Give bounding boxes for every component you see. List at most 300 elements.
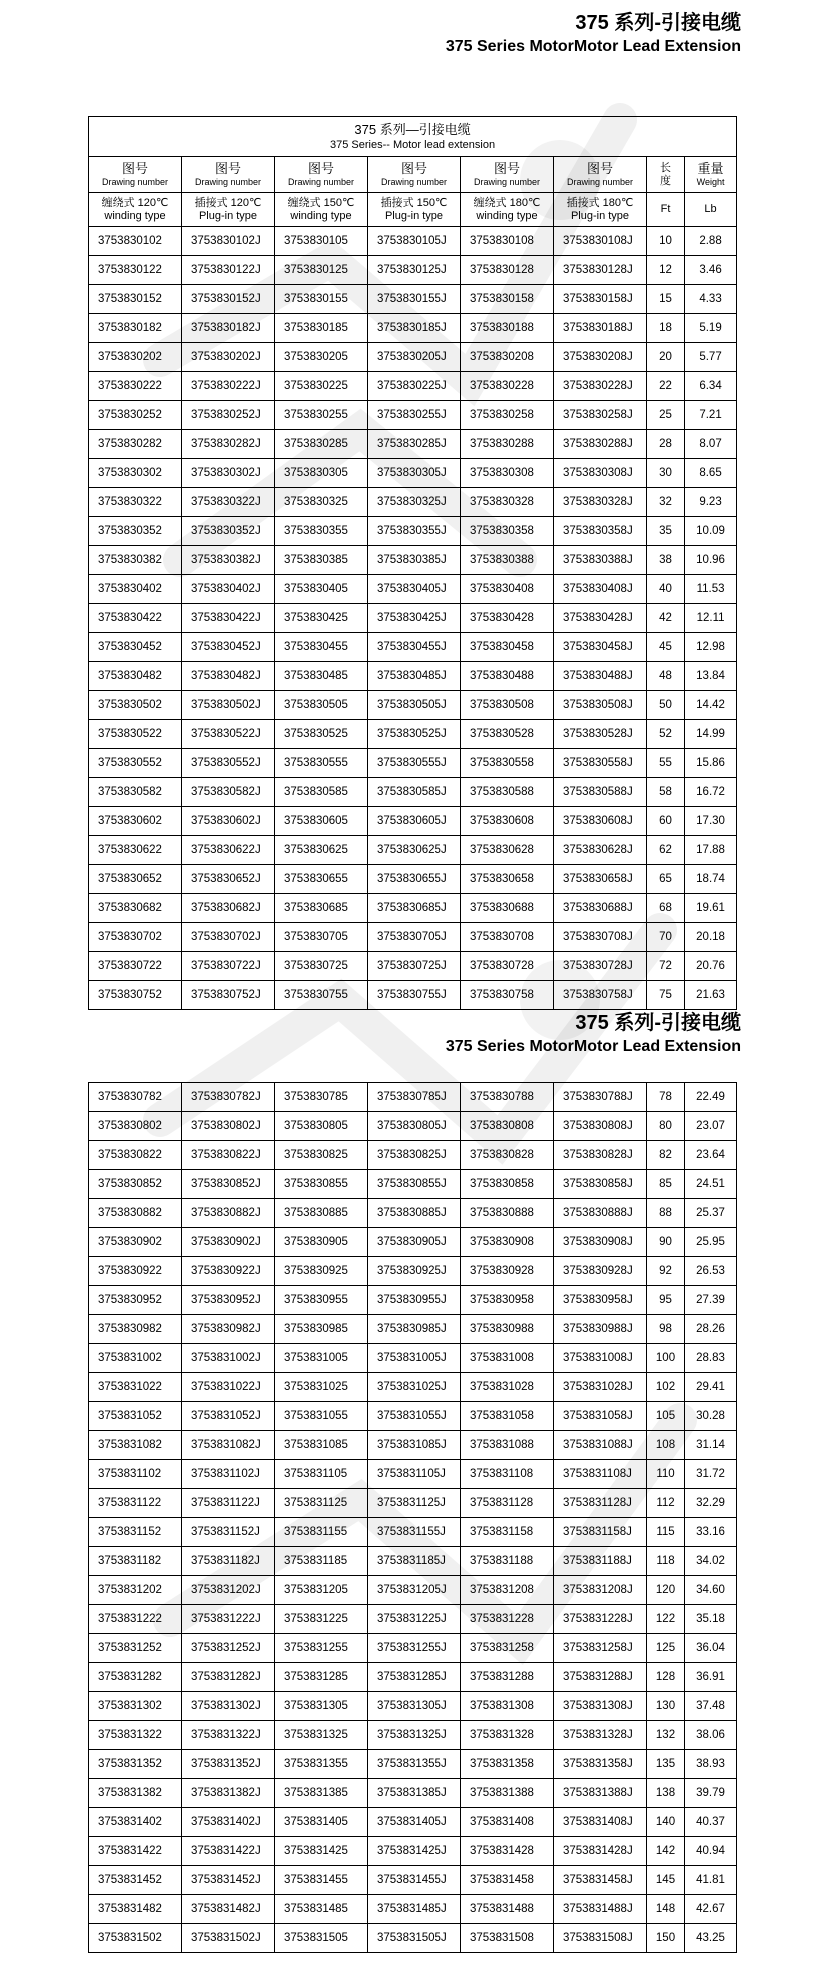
table-cell: 3753830255 <box>275 401 368 430</box>
table-row <box>89 1692 737 1721</box>
table-cell: 125 <box>647 1634 685 1663</box>
table-cell: 3753831155 <box>275 1518 368 1547</box>
table-cell: 142 <box>647 1837 685 1866</box>
table-cell: 15.86 <box>685 749 737 778</box>
table-cell: 3753830258 <box>461 401 554 430</box>
table-cell: 3753830688J <box>554 894 647 923</box>
table-cell: 3753830202J <box>182 343 275 372</box>
table-cell: 28 <box>647 430 685 459</box>
table-cell: 3753830925J <box>368 1257 461 1286</box>
table-cell: 3753830528J <box>554 720 647 749</box>
table-cell: 3753830302J <box>182 459 275 488</box>
table-cell: 3753830182J <box>182 314 275 343</box>
table-cell: 3753831322 <box>89 1721 182 1750</box>
table-cell: 3753830285 <box>275 430 368 459</box>
table-cell: 3753830585J <box>368 778 461 807</box>
table-cell: 3753830825 <box>275 1141 368 1170</box>
table-cell: 3753831128 <box>461 1489 554 1518</box>
table-cell: 3753830828 <box>461 1141 554 1170</box>
table-cell: 12.11 <box>685 604 737 633</box>
table-cell: 3753831202J <box>182 1576 275 1605</box>
table-cell: 88 <box>647 1199 685 1228</box>
table-cell: 32.29 <box>685 1489 737 1518</box>
table-cell: 3753830608J <box>554 807 647 836</box>
table-row <box>89 662 737 691</box>
table-cell: 3753830525 <box>275 720 368 749</box>
table-cell: 3753831228J <box>554 1605 647 1634</box>
table-cell: 30.28 <box>685 1402 737 1431</box>
table-cell: 3753831202 <box>89 1576 182 1605</box>
table-cell: 148 <box>647 1895 685 1924</box>
table-row <box>89 1315 737 1344</box>
table-cell: 38.06 <box>685 1721 737 1750</box>
table-cell: 140 <box>647 1808 685 1837</box>
type-cell: 插接式 180℃ Plug-in type <box>554 193 647 227</box>
table-cell: 3753830502J <box>182 691 275 720</box>
table-row <box>89 227 737 256</box>
table-cell: 3753831122 <box>89 1489 182 1518</box>
table-cell: 3753830922J <box>182 1257 275 1286</box>
table-cell: 3753830788J <box>554 1083 647 1112</box>
table-cell: 3753831055J <box>368 1402 461 1431</box>
table-cell: 3753830452 <box>89 633 182 662</box>
table-cell: 3753831305J <box>368 1692 461 1721</box>
table-cell: 3753830882J <box>182 1199 275 1228</box>
table-cell: 3753830282 <box>89 430 182 459</box>
table-cell: 3753830828J <box>554 1141 647 1170</box>
table-cell: 10.96 <box>685 546 737 575</box>
table-cell: 22.49 <box>685 1083 737 1112</box>
table-cell: 3753830982 <box>89 1315 182 1344</box>
table-row <box>89 1576 737 1605</box>
table-cell: 128 <box>647 1663 685 1692</box>
type-cell: 插接式 150℃ Plug-in type <box>368 193 461 227</box>
table-cell: 3753831382 <box>89 1779 182 1808</box>
table-cell: 3753830488 <box>461 662 554 691</box>
table-cell: 3753830152J <box>182 285 275 314</box>
table-cell: 3753830725 <box>275 952 368 981</box>
header-cell: 图号 Drawing number <box>554 157 647 193</box>
table-cell: 5.19 <box>685 314 737 343</box>
table-cell: 3753831382J <box>182 1779 275 1808</box>
table-cell: 3753830988J <box>554 1315 647 1344</box>
header-cell-length: 长度 <box>647 157 685 193</box>
table-cell: 3753831482 <box>89 1895 182 1924</box>
table-row <box>89 1489 737 1518</box>
table-cell: 3753830158J <box>554 285 647 314</box>
page-title-repeat: 375 系列-引接电缆 <box>575 1012 741 1034</box>
table-cell: 3753830782J <box>182 1083 275 1112</box>
spec-table-part2 <box>88 1082 737 1953</box>
table-cell: 3753830422J <box>182 604 275 633</box>
table-cell: 45 <box>647 633 685 662</box>
table-row <box>89 1866 737 1895</box>
table-cell: 3753831255J <box>368 1634 461 1663</box>
table-cell: 3753830602 <box>89 807 182 836</box>
table-cell: 58 <box>647 778 685 807</box>
table-cell: 3753830505 <box>275 691 368 720</box>
table-cell: 3753831402 <box>89 1808 182 1837</box>
table-cell: 3753830455 <box>275 633 368 662</box>
table-cell: 3753830528 <box>461 720 554 749</box>
header-cell: 图号 Drawing number <box>275 157 368 193</box>
table-cell: 3753830582 <box>89 778 182 807</box>
table-row <box>89 1518 737 1547</box>
table-cell: 3753830882 <box>89 1199 182 1228</box>
table-cell: 98 <box>647 1315 685 1344</box>
table-cell: 3753831052J <box>182 1402 275 1431</box>
table-cell: 3753831002 <box>89 1344 182 1373</box>
table-cell: 3753830985J <box>368 1315 461 1344</box>
table-cell: 80 <box>647 1112 685 1141</box>
table-cell: 3753830555 <box>275 749 368 778</box>
table-cell: 90 <box>647 1228 685 1257</box>
table-row <box>89 459 737 488</box>
table-row <box>89 430 737 459</box>
table-cell: 3753831452 <box>89 1866 182 1895</box>
table-row <box>89 749 737 778</box>
table-cell: 3753830685 <box>275 894 368 923</box>
table-cell: 60 <box>647 807 685 836</box>
table-cell: 3753831302 <box>89 1692 182 1721</box>
table-row <box>89 1605 737 1634</box>
table-subheader-row <box>89 193 737 227</box>
table-cell: 3753831208 <box>461 1576 554 1605</box>
table-cell: 3753830802 <box>89 1112 182 1141</box>
table-cell: 3753830402 <box>89 575 182 604</box>
unit-cell-lb: Lb <box>685 193 737 227</box>
table-cell: 3753830982J <box>182 1315 275 1344</box>
type-cell: 缠绕式 180℃ winding type <box>461 193 554 227</box>
table-cell: 3753831328J <box>554 1721 647 1750</box>
table-cell: 3753830788 <box>461 1083 554 1112</box>
header-cell: 图号 Drawing number <box>182 157 275 193</box>
table-cell: 3753831205 <box>275 1576 368 1605</box>
table-cell: 3753830958J <box>554 1286 647 1315</box>
table-cell: 29.41 <box>685 1373 737 1402</box>
table-cell: 40.94 <box>685 1837 737 1866</box>
table-cell: 3753831408 <box>461 1808 554 1837</box>
table-cell: 3753830408 <box>461 575 554 604</box>
table-cell: 18.74 <box>685 865 737 894</box>
table-row <box>89 604 737 633</box>
table-cell: 22 <box>647 372 685 401</box>
table-cell: 3753831208J <box>554 1576 647 1605</box>
table-cell: 3753830622J <box>182 836 275 865</box>
table-cell: 3753830808 <box>461 1112 554 1141</box>
table-cell: 3753831158J <box>554 1518 647 1547</box>
table-cell: 3753831105 <box>275 1460 368 1489</box>
table-cell: 3753830252 <box>89 401 182 430</box>
table-cell: 3753831325 <box>275 1721 368 1750</box>
table-cell: 3753830758 <box>461 981 554 1010</box>
table-row <box>89 1547 737 1576</box>
table-cell: 108 <box>647 1431 685 1460</box>
table-cell: 102 <box>647 1373 685 1402</box>
table-cell: 95 <box>647 1286 685 1315</box>
table-cell: 3753830582J <box>182 778 275 807</box>
table-cell: 3753831502J <box>182 1924 275 1953</box>
table-cell: 3753830522J <box>182 720 275 749</box>
table-cell: 16.72 <box>685 778 737 807</box>
table-cell: 35 <box>647 517 685 546</box>
table-cell: 3753831252J <box>182 1634 275 1663</box>
table-cell: 3753830585 <box>275 778 368 807</box>
table-cell: 3753830308J <box>554 459 647 488</box>
table-cell: 3753830705 <box>275 923 368 952</box>
table-cell: 3753830652 <box>89 865 182 894</box>
table-cell: 31.72 <box>685 1460 737 1489</box>
table-cell: 3753830655 <box>275 865 368 894</box>
table-cell: 3753830252J <box>182 401 275 430</box>
table-cell: 3753831085J <box>368 1431 461 1460</box>
table-cell: 3753831305 <box>275 1692 368 1721</box>
table-cell: 3753830208 <box>461 343 554 372</box>
table-cell: 132 <box>647 1721 685 1750</box>
table-cell: 32 <box>647 488 685 517</box>
table-row <box>89 401 737 430</box>
table-cell: 3753830555J <box>368 749 461 778</box>
table-cell: 14.42 <box>685 691 737 720</box>
table-cell: 3753830552 <box>89 749 182 778</box>
table-cell: 30 <box>647 459 685 488</box>
table-cell: 3753831405 <box>275 1808 368 1837</box>
table-cell: 3753831455 <box>275 1866 368 1895</box>
table-cell: 3753830725J <box>368 952 461 981</box>
table-cell: 3753831008J <box>554 1344 647 1373</box>
table-cell: 3753831502 <box>89 1924 182 1953</box>
table-row <box>89 1286 737 1315</box>
table-cell: 3753831422J <box>182 1837 275 1866</box>
table-row <box>89 1808 737 1837</box>
table-cell: 12 <box>647 256 685 285</box>
table-cell: 3753831402J <box>182 1808 275 1837</box>
table-cell: 12.98 <box>685 633 737 662</box>
table-cell: 3753831182 <box>89 1547 182 1576</box>
table-cell: 3753830922 <box>89 1257 182 1286</box>
table-cell: 72 <box>647 952 685 981</box>
table-cell: 3753830455J <box>368 633 461 662</box>
table-cell: 3753830558 <box>461 749 554 778</box>
table-row <box>89 314 737 343</box>
table-cell: 3753831405J <box>368 1808 461 1837</box>
table-cell: 3753830728 <box>461 952 554 981</box>
table-cell: 3753830258J <box>554 401 647 430</box>
table-cell: 3753830382J <box>182 546 275 575</box>
type-cell: 插接式 120℃ Plug-in type <box>182 193 275 227</box>
table-cell: 3753830925 <box>275 1257 368 1286</box>
table-cell: 3753830425J <box>368 604 461 633</box>
table-cell: 3753831182J <box>182 1547 275 1576</box>
table-cell: 3753831005 <box>275 1344 368 1373</box>
table-row <box>89 1083 737 1112</box>
table-cell: 8.65 <box>685 459 737 488</box>
table-cell: 3753830105 <box>275 227 368 256</box>
table-cell: 42 <box>647 604 685 633</box>
table-cell: 3753831388 <box>461 1779 554 1808</box>
table-cell: 3753831508J <box>554 1924 647 1953</box>
table-cell: 3753830485J <box>368 662 461 691</box>
table-cell: 3753831355 <box>275 1750 368 1779</box>
table-cell: 150 <box>647 1924 685 1953</box>
table-cell: 3753831258 <box>461 1634 554 1663</box>
table-cell: 3753831058J <box>554 1402 647 1431</box>
table-cell: 3753830702 <box>89 923 182 952</box>
table-cell: 3753830885 <box>275 1199 368 1228</box>
table-cell: 3753830385J <box>368 546 461 575</box>
table-cell: 3753831205J <box>368 1576 461 1605</box>
table-cell: 3753831022J <box>182 1373 275 1402</box>
table-cell: 3753830985 <box>275 1315 368 1344</box>
table-cell: 3753831058 <box>461 1402 554 1431</box>
table-cell: 3753830355J <box>368 517 461 546</box>
table-cell: 3753831008 <box>461 1344 554 1373</box>
table-cell: 3753830428 <box>461 604 554 633</box>
table-cell: 3753830185J <box>368 314 461 343</box>
table-cell: 24.51 <box>685 1170 737 1199</box>
table-cell: 14.99 <box>685 720 737 749</box>
table-cell: 3753830822J <box>182 1141 275 1170</box>
table-cell: 3753830605 <box>275 807 368 836</box>
table-cell: 110 <box>647 1460 685 1489</box>
table-row <box>89 285 737 314</box>
table-cell: 3753831188J <box>554 1547 647 1576</box>
table-cell: 3753830358 <box>461 517 554 546</box>
table-row <box>89 1344 737 1373</box>
table-cell: 3753830605J <box>368 807 461 836</box>
table-cell: 36.04 <box>685 1634 737 1663</box>
spec-table-part1 <box>88 116 737 1010</box>
table-row <box>89 1837 737 1866</box>
table-cell: 23.07 <box>685 1112 737 1141</box>
table-cell: 3753830908 <box>461 1228 554 1257</box>
table-row <box>89 807 737 836</box>
table-cell: 3753831352J <box>182 1750 275 1779</box>
table-cell: 3753830225 <box>275 372 368 401</box>
table-cell: 28.83 <box>685 1344 737 1373</box>
table-row <box>89 488 737 517</box>
table-cell: 120 <box>647 1576 685 1605</box>
table-cell: 3753831458 <box>461 1866 554 1895</box>
table-cell: 48 <box>647 662 685 691</box>
table-cell: 3753831452J <box>182 1866 275 1895</box>
table-cell: 3753831222J <box>182 1605 275 1634</box>
table-cell: 82 <box>647 1141 685 1170</box>
table-cell: 3753831028J <box>554 1373 647 1402</box>
table-cell: 3753830388J <box>554 546 647 575</box>
table-cell: 3753830305J <box>368 459 461 488</box>
type-cell: 缠绕式 150℃ winding type <box>275 193 368 227</box>
table-cell: 3753831508 <box>461 1924 554 1953</box>
table-cell: 3753830305 <box>275 459 368 488</box>
table-cell: 3753830125 <box>275 256 368 285</box>
table-cell: 3753831122J <box>182 1489 275 1518</box>
table-cell: 3753830205J <box>368 343 461 372</box>
table-cell: 3753830405 <box>275 575 368 604</box>
table-cell: 26.53 <box>685 1257 737 1286</box>
table-cell: 3753830428J <box>554 604 647 633</box>
table-cell: 3753830688 <box>461 894 554 923</box>
table-cell: 3753830385 <box>275 546 368 575</box>
table-cell: 3753830805 <box>275 1112 368 1141</box>
table-cell: 3753830102 <box>89 227 182 256</box>
table-cell: 3753831282J <box>182 1663 275 1692</box>
table-cell: 92 <box>647 1257 685 1286</box>
table-cell: 42.67 <box>685 1895 737 1924</box>
table-cell: 3753830852 <box>89 1170 182 1199</box>
table-cell: 3753830928J <box>554 1257 647 1286</box>
table-cell: 34.60 <box>685 1576 737 1605</box>
table-cell: 50 <box>647 691 685 720</box>
table-cell: 3753830808J <box>554 1112 647 1141</box>
table-cell: 3753830952 <box>89 1286 182 1315</box>
table-cell: 3753830805J <box>368 1112 461 1141</box>
table-cell: 2.88 <box>685 227 737 256</box>
table-cell: 3753830658J <box>554 865 647 894</box>
table-row <box>89 923 737 952</box>
table-cell: 5.77 <box>685 343 737 372</box>
table-cell: 3753830705J <box>368 923 461 952</box>
table-cell: 3753830328 <box>461 488 554 517</box>
table-cell: 3753830508J <box>554 691 647 720</box>
table-cell: 3753830608 <box>461 807 554 836</box>
table-row <box>89 517 737 546</box>
table-cell: 3753830855J <box>368 1170 461 1199</box>
table-cell: 3753831005J <box>368 1344 461 1373</box>
table-cell: 3753830558J <box>554 749 647 778</box>
table-cell: 3753830955 <box>275 1286 368 1315</box>
table-row <box>89 1373 737 1402</box>
table-cell: 118 <box>647 1547 685 1576</box>
table-cell: 3753830222J <box>182 372 275 401</box>
table-cell: 3753831152J <box>182 1518 275 1547</box>
table-cell: 38.93 <box>685 1750 737 1779</box>
table-cell: 20 <box>647 343 685 372</box>
table-cell: 41.81 <box>685 1866 737 1895</box>
table-cell: 3753831455J <box>368 1866 461 1895</box>
table-cell: 3753831285J <box>368 1663 461 1692</box>
table-cell: 3753830905 <box>275 1228 368 1257</box>
table-row <box>89 1460 737 1489</box>
table-cell: 3753831282 <box>89 1663 182 1692</box>
table-row <box>89 894 737 923</box>
table-row <box>89 633 737 662</box>
table-row <box>89 1431 737 1460</box>
table-cell: 3753831322J <box>182 1721 275 1750</box>
table-cell: 3753830228J <box>554 372 647 401</box>
table-row <box>89 1895 737 1924</box>
table-cell: 11.53 <box>685 575 737 604</box>
table-cell: 52 <box>647 720 685 749</box>
table-cell: 3753830282J <box>182 430 275 459</box>
table-cell: 3753830402J <box>182 575 275 604</box>
table-cell: 3753831085 <box>275 1431 368 1460</box>
table-cell: 3753830308 <box>461 459 554 488</box>
table-cell: 65 <box>647 865 685 894</box>
table-cell: 3753830128J <box>554 256 647 285</box>
table-cell: 3753831485J <box>368 1895 461 1924</box>
table-cell: 3753830682J <box>182 894 275 923</box>
table-cell: 3753830205 <box>275 343 368 372</box>
table-cell: 75 <box>647 981 685 1010</box>
table-cell: 3753831488 <box>461 1895 554 1924</box>
table-cell: 3753831128J <box>554 1489 647 1518</box>
table-cell: 3753830122 <box>89 256 182 285</box>
table-cell: 3753831255 <box>275 1634 368 1663</box>
table-cell: 6.34 <box>685 372 737 401</box>
table-cell: 3753830908J <box>554 1228 647 1257</box>
table-cell: 3753831225 <box>275 1605 368 1634</box>
